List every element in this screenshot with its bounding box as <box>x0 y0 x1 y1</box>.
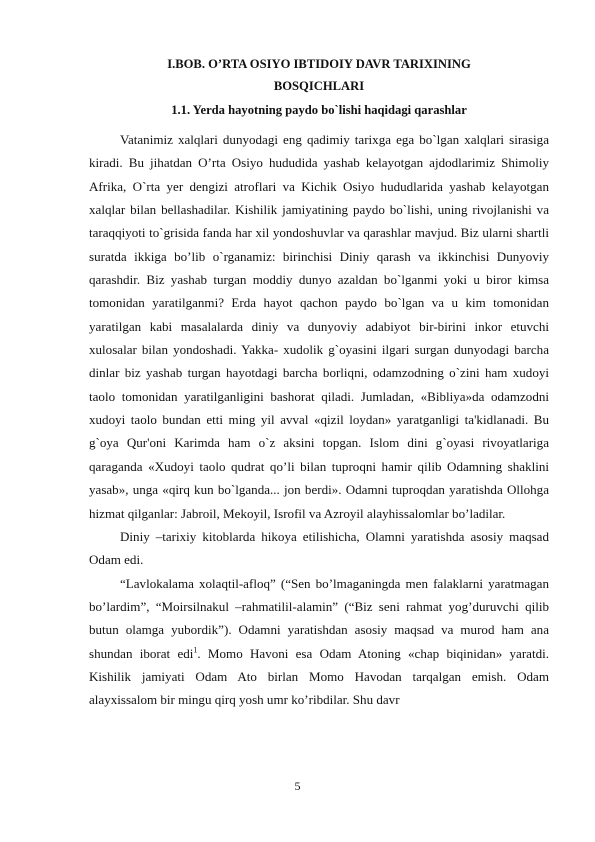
paragraph-3-text-start: “Lavlokalama xolaqtil-afloq” (“Sen bo’lmaganingda men falaklarni yaratmagan bo’lardim”, “Moirsilnakul –rahmatilil-alamin” (“Biz seni rahmat yog’duruvchi qilib butun olamga yubordik”). Odamni yaratishdan asosiy maqsad va murod ham ana shundan iborat edi <box>89 575 549 661</box>
paragraph-2: Diniy –tarixiy kitoblarda hikoya etilishicha, Olamni yaratishda asosiy maqsad Odam edi. <box>89 528 549 568</box>
chapter-title-line-2: BOSQICHLARI <box>273 79 365 93</box>
body-text <box>89 128 549 712</box>
paragraph-3 <box>89 572 549 712</box>
paragraph-3-text-end: . Momo Havoni esa Odam Atoning «chap biqinidan» yaratdi. Kishilik jamiyati Odam Ato birlan Momo Havodan tarqalgan emish. Odam alayxissalom bir mingu qirq yosh umr ko’ribdilar. Shu davr <box>89 645 549 708</box>
footnote-reference[interactable]: 1 <box>193 645 198 655</box>
page-number: 5 <box>294 779 301 793</box>
paragraph-1: Vatanimiz xalqlari dunyodagi eng qadimiy tarixga ega bo`lgan xalqlari sirasiga kiradi. Bu jihatdan O’rta Osiyo hududida yashab kelayotgan ajdodlarimiz Shimoliy Afrika, O`rta yer dengizi atroflari va Kichik Osiyo hududlarida yashab kelayotgan xalqlar bilan bellashadilar. Kishilik jamiyatining paydo bo`lishi, uning rivojlanishi va taraqqiyoti to`grisida fanda har xil yondoshuvlar va qarashlar mavjud. Biz ularni shartli suratda ikkiga bo’lib o`rganamiz: birinchisi Diniy qarash va ikkinchisi Dunyoviy qarashdir. Biz yashab turgan moddiy dunyo azaldan bo`lganmi yoki u biror kimsa tomonidan yaratilganmi? Erda hayot qachon paydo bo`lgan va u kim tomonidan yaratilgan kabi masalalarda diniy va dunyoviy adabiyot bir-birini inkor etuvchi xulosalar bilan yondoshadi. Yakka- xudolik g`oyasini ilgari surgan dunyodagi barcha dinlar biz yashab turgan hayotdagi barcha borliqni, odamzodning o`zini ham xudoyi taolo tomonidan yaratilganligini bashorat qiladi. Jumladan, «Bibliya»da odamzodni xudoyi taolo bundan etti ming yil avval «qizil loydan» yaratganligi ta'kidlanadi. Bu g`oya Qur'oni Karimda ham o`z aksini topgan. Islom dini g`oyasi rivoyatlariga qaraganda «Xudoyi taolo qudrat qo’li bilan tuproqni hamir qilib Odamning shaklini yasab», unga «qirq kun bo`lganda... jon berdi». Odamni tuproqdan yaratishda Ollohga hizmat qilganlar: Jabroil, Mekoyil, Isrofil va Azroyil alayhissalomlar bo’ladilar. <box>89 132 549 521</box>
section-heading: 1.1. Yerda hayotning paydo bo`lishi haqidagi qarashlar <box>171 103 467 117</box>
chapter-title-line-1: I.BOB. O’RTA OSIYO IBTIDOIY DAVR TARIXINING <box>167 57 471 71</box>
